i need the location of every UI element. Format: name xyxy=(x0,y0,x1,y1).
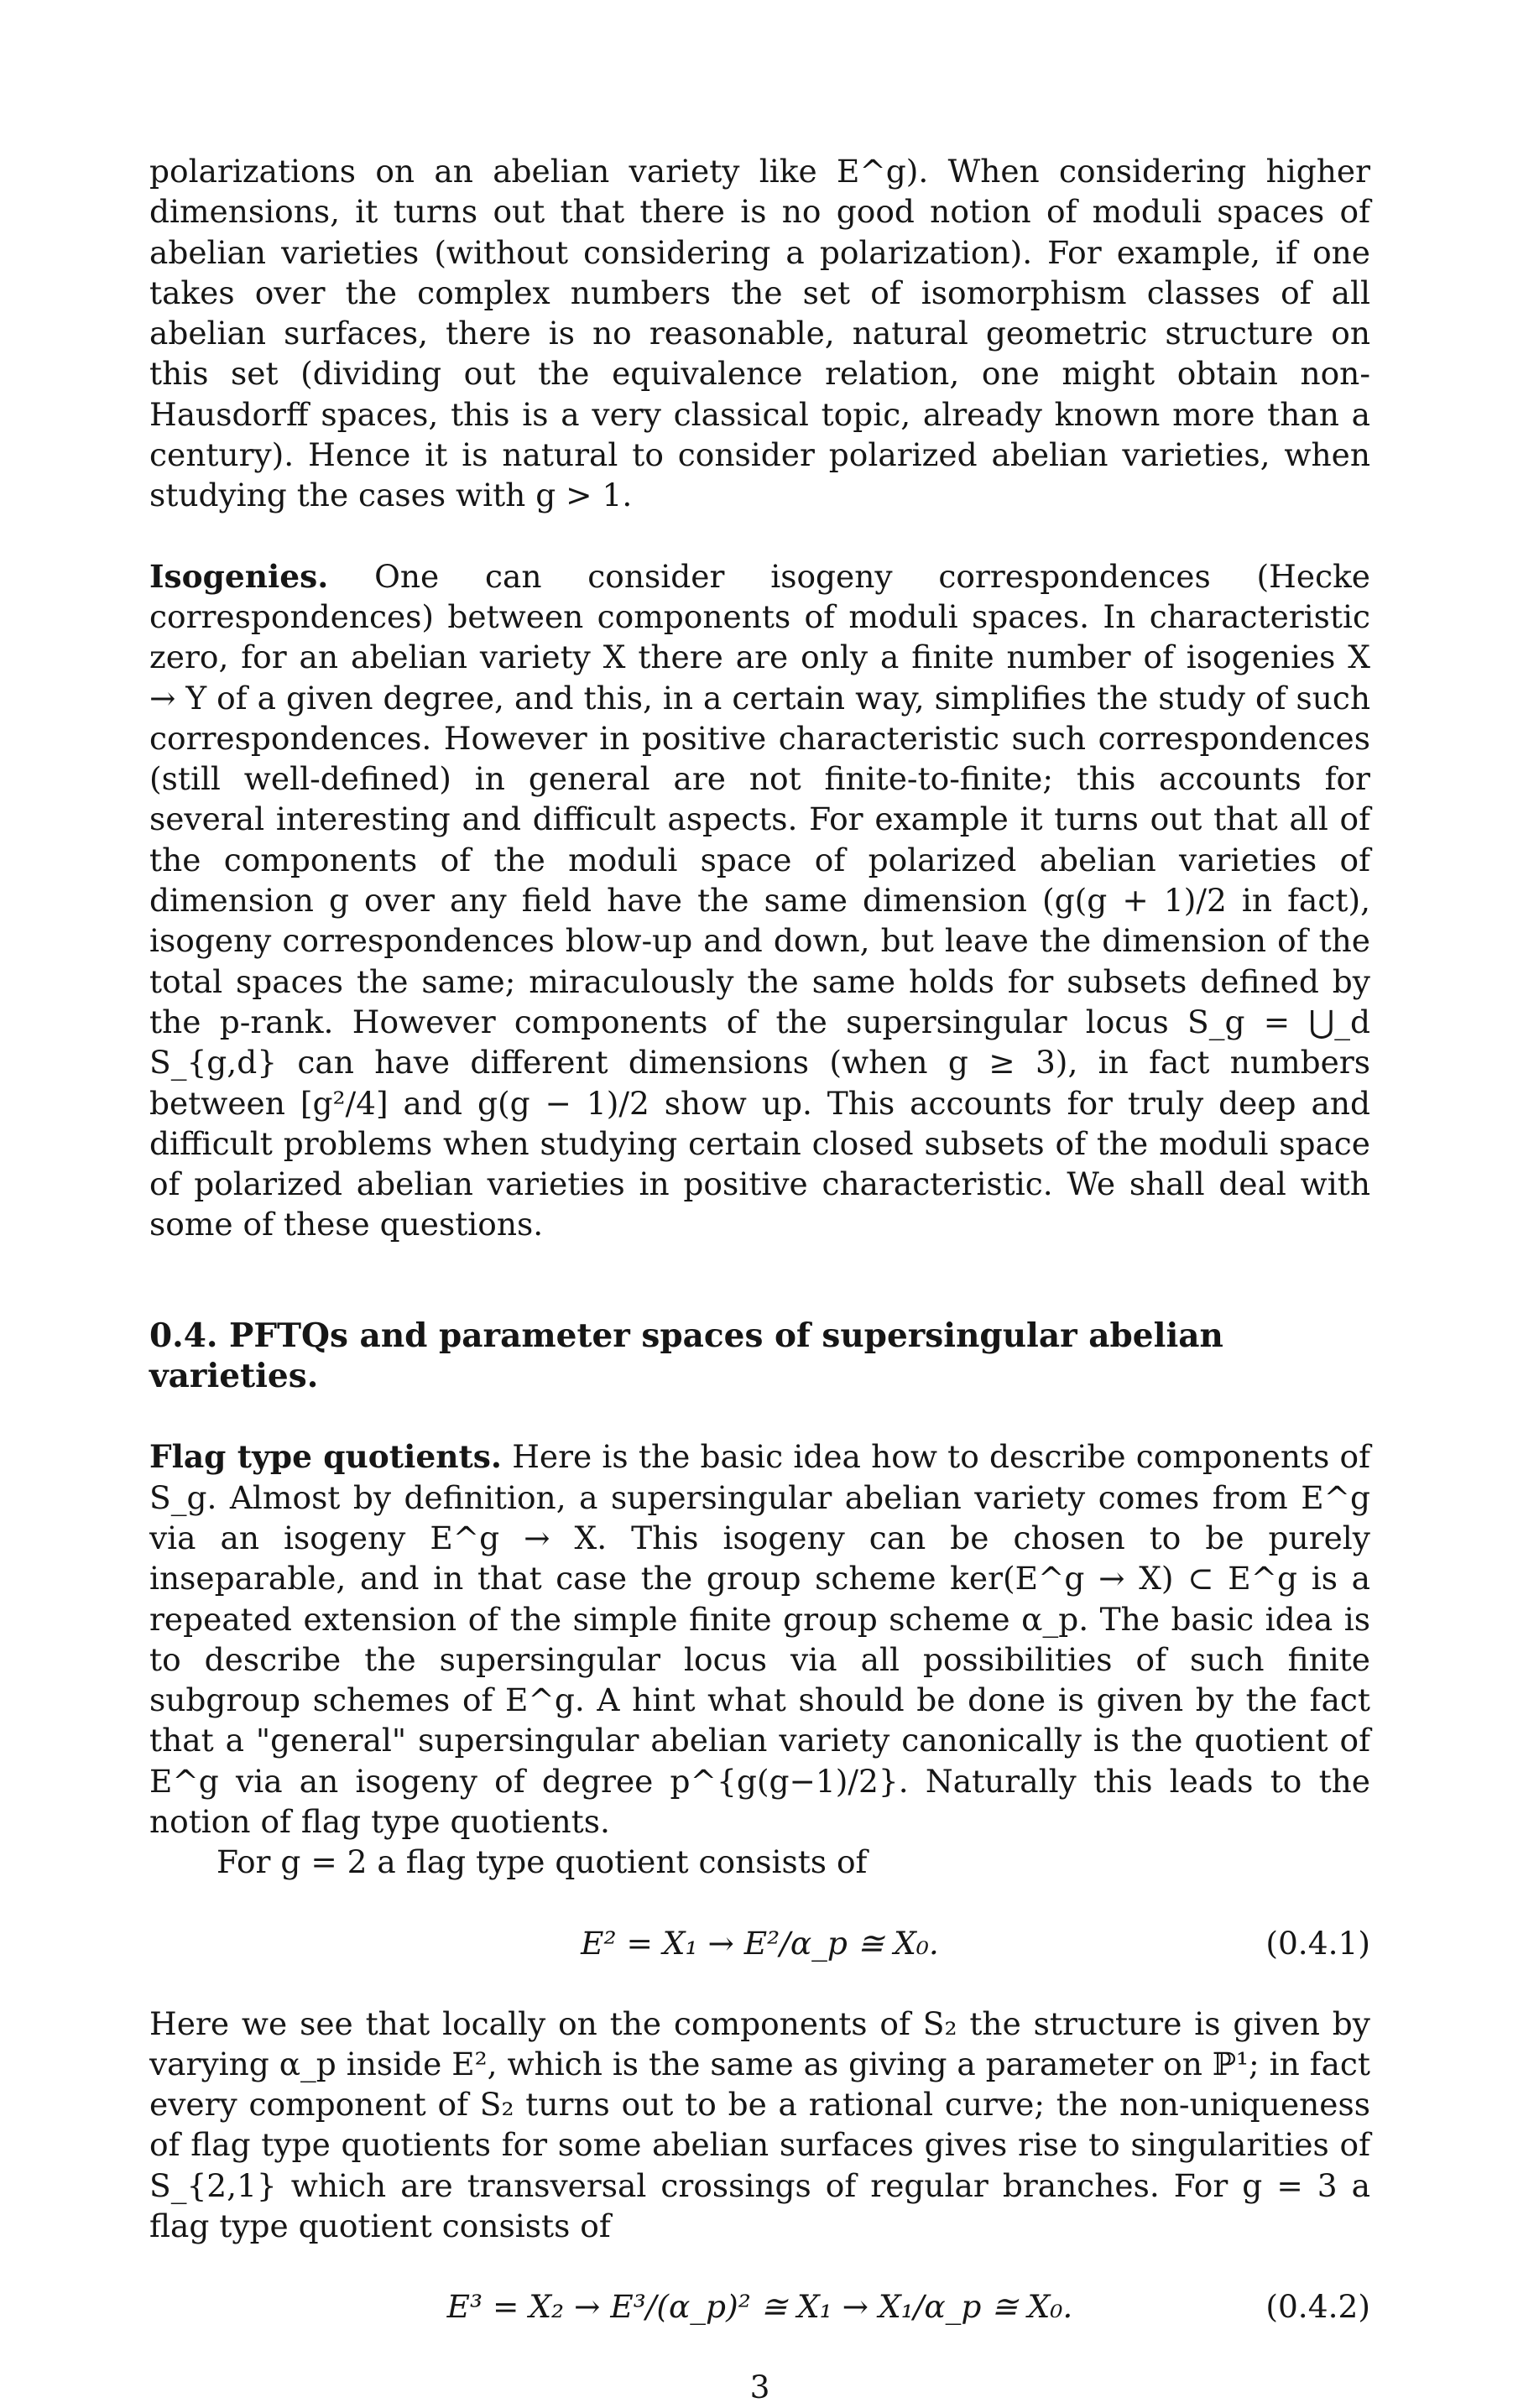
page xyxy=(149,151,1370,2406)
equation-0-4-2-number: (0.4.2) xyxy=(1265,2288,1370,2326)
page-number: 3 xyxy=(749,2369,770,2406)
paragraph-flag-type-quotients xyxy=(149,1436,1370,1842)
equation-0-4-1-number: (0.4.1) xyxy=(1265,1924,1370,1962)
flag-heading: Flag type quotients. xyxy=(149,1438,502,1476)
paragraph-isogenies xyxy=(149,556,1370,1245)
flag-text: Here is the basic idea how to describe components of S_g. Almost by definition, a supersingular abelian variety comes from E^g via an isogeny E^g → X. This isogeny can be chosen to be purely inseparable, and in that case the group scheme ker(E^g → X) ⊂ E^g is a repeated extension of the simple finite group scheme α_p. The basic idea is to describe the supersingular locus via all possibilities of such finite subgroup schemes of E^g. A hint what should be done is given by the fact that a "general" supersingular abelian variety canonically is the quotient of E^g via an isogeny of degree p^{g(g−1)/2}. Naturally this leads to the notion of flag type quotients. xyxy=(149,1438,1370,1840)
equation-0-4-2-body: E³ = X₂ → E³/(α_p)² ≅ X₁ → X₁/α_p ≅ X₀. xyxy=(446,2288,1073,2326)
isogenies-text: One can consider isogeny correspondences (Hecke correspondences) between components of moduli spaces. In characteristic zero, for an abelian variety X there are only a finite number of isogenies X → Y of a given degree, and this, in a certain way, simplifies the study of such correspondences. However in positive characteristic such correspondences (still well-defined) in general are not finite-to-finite; this accounts for several interesting and difficult aspects. For example it turns out that all of the components of the moduli space of polarized abelian varieties of dimension g over any field have the same dimension (g(g + 1)/2 in fact), isogeny correspondences blow-up and down, but leave the dimension of the total spaces the same; miraculously the same holds for subsets defined by the p-rank. However components of the supersingular locus S_g = ⋃_d S_{g,d} can have different dimensions (when g ≥ 3), in fact numbers between [g²/4] and g(g − 1)/2 show up. This accounts for truly deep and difficult problems when studying certain closed subsets of the moduli space of polarized abelian varieties in positive characteristic. We shall deal with some of these questions. xyxy=(149,557,1370,1243)
paragraph-polarizations: polarizations on an abelian variety like E^g). When considering higher dimensions, it turns out that there is no good notion of moduli spaces of abelian varieties (without considering a polarization). For example, if one takes over the complex numbers the set of isomorphism classes of all abelian surfaces, there is no reasonable, natural geometric structure on this set (dividing out the equivalence relation, one might obtain non-Hausdorff spaces, this is a very classical topic, already known more than a century). Hence it is natural to consider polarized abelian varieties, when studying the cases with g > 1. xyxy=(149,153,1370,514)
paragraph-g2: For g = 2 a flag type quotient consists of xyxy=(216,1843,868,1881)
isogenies-heading: Isogenies. xyxy=(149,557,329,595)
equation-0-4-1-body: E² = X₁ → E²/α_p ≅ X₀. xyxy=(581,1924,939,1962)
paragraph-after-eq1: Here we see that locally on the components of S₂ the structure is given by varying α_p inside E², which is the same as giving a parameter on ℙ¹; in fact every component of S₂ turns out to be a rational curve; the non-uniqueness of flag type quotients for some abelian surfaces gives rise to singularities of S_{2,1} which are transversal crossings of regular branches. For g = 3 a flag type quotient consists of xyxy=(149,2004,1370,2245)
equation-0-4-2 xyxy=(149,2286,1370,2327)
equation-0-4-1 xyxy=(149,1923,1370,1963)
section-title: 0.4. PFTQs and parameter spaces of supersingular abelian varieties. xyxy=(149,1316,1223,1396)
